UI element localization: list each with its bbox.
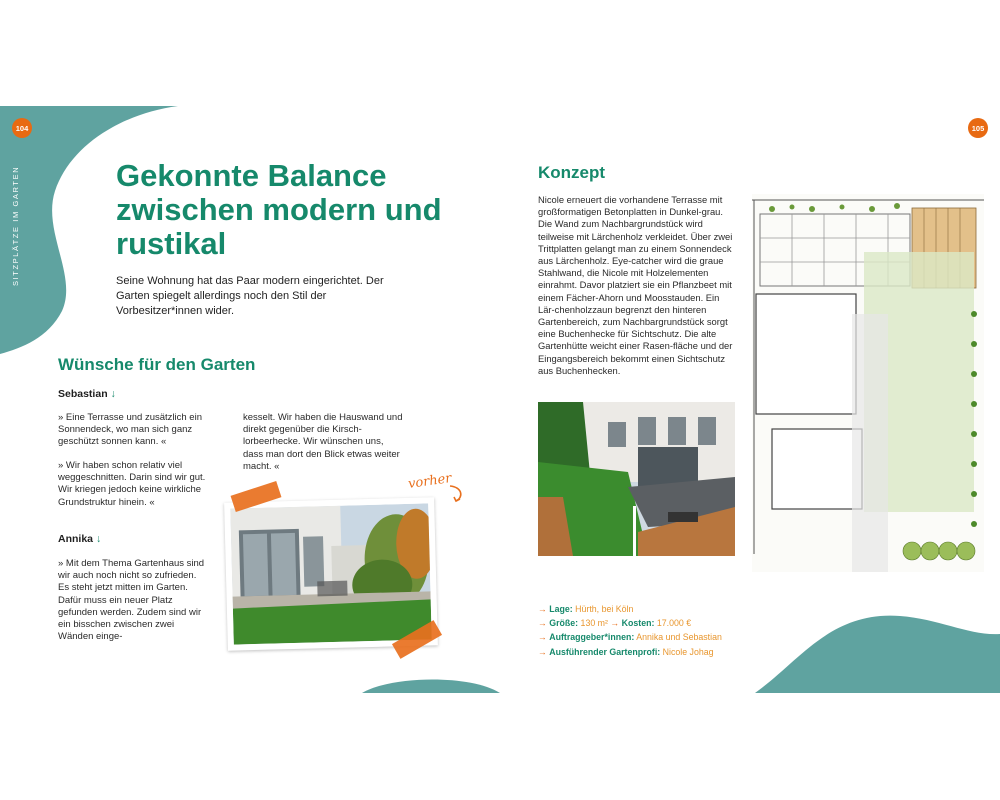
fact-auftraggeber-value: Annika und Sebastian [636,632,722,643]
bottom-right-teal-shape [755,616,1000,693]
arrow-down-icon: ↓ [95,533,102,545]
fact-lage [538,602,722,616]
project-facts [538,602,722,659]
left-page [0,106,500,693]
arrow-down-icon: ↓ [110,388,116,400]
arrow-right-icon: → [538,618,547,629]
section-label: SITZPLÄTZE IM GARTEN [11,165,20,286]
curved-arrow-icon [446,483,468,505]
fact-gartenprofi-label: Ausführender Gartenprofi: [549,646,661,657]
fact-gartenprofi [538,645,722,659]
bottom-teal-shape [362,679,500,693]
arrow-right-icon: → [538,604,547,614]
before-photo-image [230,503,431,644]
garden-visualization-image [538,402,735,556]
fact-gartenprofi-value: Nicole Johag [662,646,714,657]
headline: Gekonnte Balance zwischen modern und rustikal [116,158,442,261]
quote-annika-part2: kesselt. Wir haben die Hauswand und direkt gegenüber die Kirsch-lorbeerhecke. Wir wünschen uns, dass man dort den Blick etwas weiter macht. « [243,412,403,472]
arrow-right-icon: → [538,632,547,643]
quote-sebastian-1: » Eine Terrasse und zusätzlich ein Sonnendeck, wo man sich ganz geschützt sonnen kann. « [58,412,202,448]
name-sebastian [58,388,116,400]
name-sebastian-label: Sebastian [58,388,108,400]
konzept-heading: Konzept [538,163,606,182]
fact-groesse-value: 130 m² [580,618,608,629]
book-spread [0,106,1000,693]
name-annika [58,533,101,545]
arrow-right-icon: → [610,618,620,629]
before-photo [224,497,438,650]
lead-text: Seine Wohnung hat das Paar modern eingerichtet. Der Garten spiegelt allerdings noch den Stil der Vorbesitzer*innen wider. [116,275,384,317]
fact-lage-label: Lage: [549,604,573,614]
wishes-heading: Wünsche für den Garten [58,355,256,374]
fact-groesse-label: Größe: [549,618,579,629]
arrow-right-icon: → [538,646,547,657]
konzept-body: Nicole erneuert die vorhandene Terrasse mit großformatigen Betonplatten in Dunkel-grau. Die Wand zum Nachbargrundstück wird teilweise mit Lärchenholz verkleidet. Über zwei Trittplatten gelangt man zu einem Sonnendeck aus Lärchenholz. Eye-catcher wird die graue Stahlwand, die Nicole mit Holzelementen einrahmt. Davor platziert sie ein Pflanzbeet mit einem Fächer-Ahorn und Moosstauden. Ein Lär-chenholzzaun begrenzt den hinteren Gartenbereich, zum Nachbargrundstück sorgt eine Buchenhecke für Sichtschutz. Die alte Gartenhütte weicht einer Rasen-fläche und der Eingangsbereich bekommt einen Sichtschutz aus Buchenhecken. [538,194,733,376]
right-page [500,106,1000,693]
fact-kosten-value: 17.000 € [656,618,692,629]
page-number-right: 105 [968,118,988,138]
name-annika-label: Annika [58,533,94,545]
vorher-caption: vorher [407,471,453,492]
quote-annika-part1: » Mit dem Thema Gartenhaus sind wir auch noch nicht so zufrieden. Es steht jetzt mitten im Garten. Dafür muss ein neuer Platz gefunden werden. Zudem sind wir ein bisschen zwischen zwei Wänden einge- [58,558,205,643]
fact-lage-value: Hürth, bei Köln [575,604,634,614]
page-number-left: 104 [12,118,32,138]
fact-auftraggeber-label: Auftraggeber*innen: [549,632,635,643]
fact-auftraggeber [538,630,722,644]
fact-kosten-label: Kosten: [621,618,655,629]
garden-plan-sketch [752,194,984,572]
quote-sebastian-2: » Wir haben schon relativ viel weggeschnitten. Darin sind wir gut. Wir kriegen jedoch keine wirkliche Grundstruktur hinein. « [58,460,206,508]
fact-groesse-kosten [538,616,722,630]
